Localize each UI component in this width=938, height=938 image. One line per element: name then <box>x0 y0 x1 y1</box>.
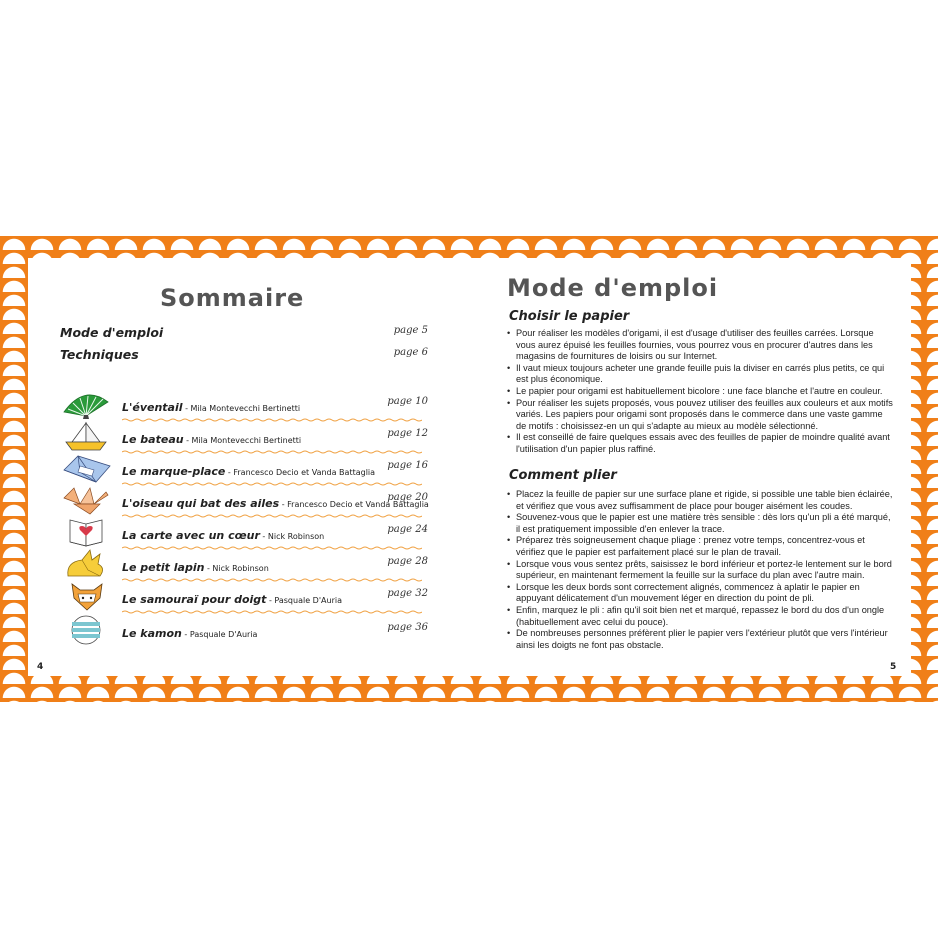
heart-card-icon <box>60 516 114 548</box>
bullet-list-plier <box>507 489 893 651</box>
bullet-item: • Enfin, marquez le pli : afin qu'il soit bien net et marqué, repassez le bord du dos d'un ongle (habituellement avec celui du pouce). <box>507 605 893 628</box>
toc-entry-name: Le samouraï pour doigt <box>122 593 267 606</box>
bullet-item: • Le papier pour origami est habituellement bicolore : une face blanche et l'autre en couleur. <box>507 386 893 398</box>
toc-entry-label: Mode d'emploi <box>60 325 164 340</box>
bullet-item: • Lorsque vous vous sentez prêts, saisissez le bord inférieur et portez-le lentement sur le bord supérieur, en maintenant fermement la feuille sur la surface du plan avec l'autre main. <box>507 559 893 582</box>
toc-entry-page: page 28 <box>387 556 428 567</box>
page-number-right: 5 <box>890 662 897 672</box>
toc-entry-mode-emploi[interactable] <box>60 325 430 340</box>
toc-entry-page: page 16 <box>387 460 428 471</box>
toc-entry-page: page 5 <box>393 325 428 336</box>
toc-entry-author: - Nick Robinson <box>259 532 325 541</box>
bullet-item: • Pour réaliser les modèles d'origami, il est d'usage d'utiliser des feuilles carrées. Lorsque vous aurez épuisé les feuilles fournies, vous pourrez vous en procurer d'autres dans les magasins de fournitures de loisirs ou sur Internet. <box>507 328 893 363</box>
mode-emploi-title: Mode d'emploi <box>507 274 719 302</box>
toc-entry-name: Le petit lapin <box>122 561 205 574</box>
bullet-item: • Lorsque les deux bords sont correctement alignés, commencez à aplatir le papier en appuyant délicatement d'un mouvement léger en direction du point de pli. <box>507 582 893 605</box>
toc-entry-author: - Francesco Decio et Vanda Battaglia <box>225 468 376 477</box>
toc-entry-label: Techniques <box>60 347 139 362</box>
boat-icon <box>60 420 114 452</box>
toc-entry-samourai[interactable] <box>60 580 430 612</box>
toc-entry-page: page 20 <box>387 492 428 503</box>
toc-entry-author: - Nick Robinson <box>204 564 269 573</box>
toc-entry-page: page 36 <box>387 622 428 633</box>
toc-entry-author: - Mila Montevecchi Bertinetti <box>183 436 302 445</box>
toc-title: Sommaire <box>160 284 305 312</box>
toc-entry-page: page 10 <box>387 396 428 407</box>
toc-entry-author: - Mila Montevecchi Bertinetti <box>182 404 301 413</box>
bullet-item: • Souvenez-vous que le papier est une matière très sensible : dès lors qu'un pli a été marqué, il est pratiquement impossible d'en enlever la trace. <box>507 512 893 535</box>
toc-entry-techniques[interactable] <box>60 347 430 362</box>
page-number-left: 4 <box>37 662 44 672</box>
toc-entry-kamon[interactable] <box>60 614 430 646</box>
toc-entry-page: page 12 <box>387 428 428 439</box>
fan-icon <box>60 388 114 420</box>
toc-entry-marque-place[interactable] <box>60 452 430 484</box>
bullet-item: • Il vaut mieux toujours acheter une grande feuille puis la diviser en carrés plus petits, ce qui est plus économique. <box>507 363 893 386</box>
toc-entry-bateau[interactable] <box>60 420 430 452</box>
bullet-item: • De nombreuses personnes préfèrent plier le papier vers l'extérieur plutôt que vers l'intérieur ainsi les doigts ne font pas obstacle. <box>507 628 893 651</box>
toc-entry-page: page 24 <box>387 524 428 535</box>
toc-entry-oiseau[interactable] <box>60 484 430 516</box>
samurai-icon <box>60 580 114 612</box>
toc-entry-petit-lapin[interactable] <box>60 548 430 580</box>
toc-entry-name: L'oiseau qui bat des ailes <box>122 497 280 510</box>
toc-entry-name: L'éventail <box>122 401 183 414</box>
toc-entry-page: page 32 <box>387 588 428 599</box>
section-heading-choisir: Choisir le papier <box>509 309 630 324</box>
toc-entry-author: - Pasquale D'Auria <box>266 596 342 605</box>
bullet-item: • Préparez très soigneusement chaque pliage : prenez votre temps, concentrez-vous et vérifiez que le papier est parfaitement placé sur le plan de travail. <box>507 535 893 558</box>
section-heading-plier: Comment plier <box>509 468 617 483</box>
kamon-icon <box>60 614 114 646</box>
toc-entry-carte-coeur[interactable] <box>60 516 430 548</box>
toc-entry-page: page 6 <box>393 347 428 358</box>
toc-entry-author: - Francesco Decio et Vanda Battaglia <box>279 500 429 509</box>
rabbit-icon <box>60 548 114 580</box>
toc-entry-name: Le bateau <box>122 433 184 446</box>
toc-entry-eventail[interactable] <box>60 388 430 420</box>
toc-entry-author: - Pasquale D'Auria <box>181 630 258 639</box>
toc-entry-name: La carte avec un cœur <box>122 529 260 542</box>
bullet-item: • Il est conseillé de faire quelques essais avec des feuilles de papier de moindre qualité avant l'utilisation d'un papier plus raffiné. <box>507 432 893 455</box>
bullet-item: • Pour réaliser les sujets proposés, vous pouvez utiliser des feuilles aux couleurs et aux motifs variés. Les papiers pour origami sont proposés dans le commerce dans une vaste gamme de motifs : choisissez-en un qui s'adapte au mieux au modèle sélectionné. <box>507 398 893 433</box>
bullet-item: • Placez la feuille de papier sur une surface plane et rigide, si possible une table bien éclairée, et vérifiez que vous avez suffisamment de place pour bouger aisément les coudes. <box>507 489 893 512</box>
toc-entry-name: Le kamon <box>122 627 182 640</box>
toc-entry-name: Le marque-place <box>122 465 226 478</box>
place-card-icon <box>60 452 114 484</box>
bullet-list-choisir <box>507 328 893 456</box>
crane-icon <box>60 484 114 516</box>
